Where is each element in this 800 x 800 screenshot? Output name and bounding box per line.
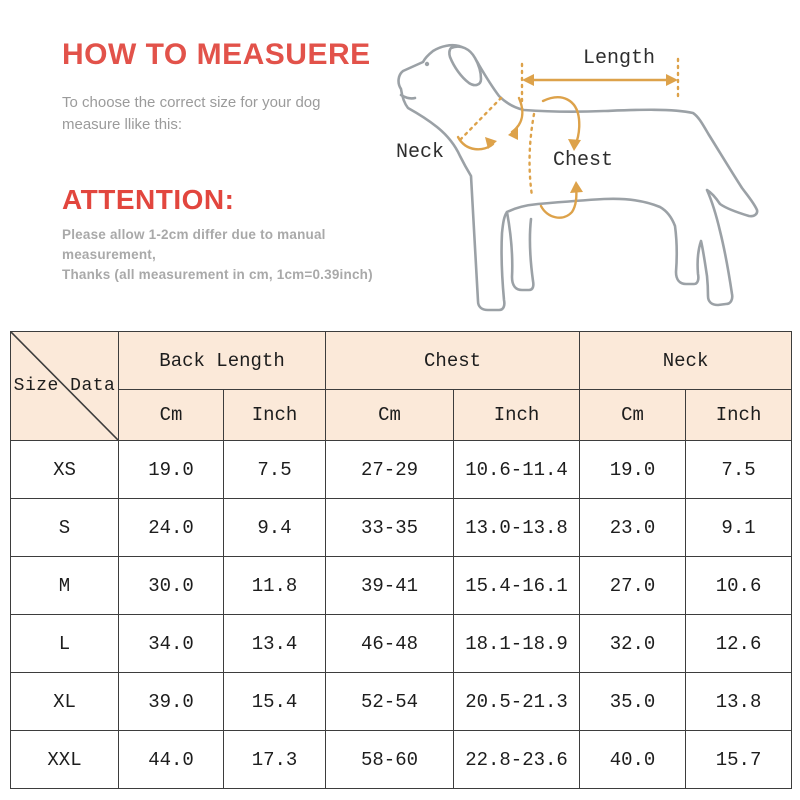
back-inch-value: 17.3: [224, 731, 326, 789]
table-row-s: [11, 499, 792, 557]
neck-cm-value: 23.0: [580, 499, 686, 557]
chest-cm-value: 46-48: [326, 615, 454, 673]
dog-eye: [425, 62, 429, 66]
size-table-section: [10, 331, 792, 789]
back-cm-value: 39.0: [119, 673, 224, 731]
chest-cm-value: 33-35: [326, 499, 454, 557]
size-label: M: [11, 557, 119, 615]
chest-inch-value: 20.5-21.3: [454, 673, 580, 731]
dog-outline-illustration: [399, 45, 758, 310]
table-row-l: [11, 615, 792, 673]
chest-cm-value: 52-54: [326, 673, 454, 731]
dog-far-front-leg: [507, 212, 533, 290]
size-label: XXL: [11, 731, 119, 789]
how-to-measure-subtitle: [62, 92, 392, 136]
chest-cm-value: 27-29: [326, 441, 454, 499]
unit-header-neck-inch: Inch: [686, 390, 792, 441]
dog-measurement-diagram: [370, 0, 800, 330]
group-header-neck: Neck: [580, 332, 792, 390]
neck-cm-value: 32.0: [580, 615, 686, 673]
subtitle-line-1: To choose the correct size for your dog: [62, 94, 321, 111]
unit-header-neck-cm: Cm: [580, 390, 686, 441]
neck-label: Neck: [395, 141, 445, 164]
how-to-measure-section: [62, 38, 392, 136]
attention-title: ATTENTION:: [62, 184, 235, 215]
chest-inch-value: 15.4-16.1: [454, 557, 580, 615]
chest-label: Chest: [552, 149, 614, 172]
table-row-xl: [11, 673, 792, 731]
back-cm-value: 19.0: [119, 441, 224, 499]
size-label: XL: [11, 673, 119, 731]
size-label: XS: [11, 441, 119, 499]
neck-cm-value: 19.0: [580, 441, 686, 499]
unit-header-back-inch: Inch: [224, 390, 326, 441]
size-label: S: [11, 499, 119, 557]
subtitle-line-2: measure llike this:: [62, 116, 183, 133]
corner-header-label: Size Data: [13, 376, 116, 396]
back-cm-value: 44.0: [119, 731, 224, 789]
back-cm-value: 34.0: [119, 615, 224, 673]
neck-cm-value: 27.0: [580, 557, 686, 615]
neck-inch-value: 12.6: [686, 615, 792, 673]
size-label: L: [11, 615, 119, 673]
neck-inch-value: 15.7: [686, 731, 792, 789]
table-row-xs: [11, 441, 792, 499]
length-arrowhead-left: [522, 74, 534, 86]
length-label: Length: [582, 47, 656, 70]
back-inch-value: 9.4: [224, 499, 326, 557]
back-inch-value: 11.8: [224, 557, 326, 615]
back-cm-value: 30.0: [119, 557, 224, 615]
chest-cm-value: 58-60: [326, 731, 454, 789]
neck-cm-value: 35.0: [580, 673, 686, 731]
length-arrowhead-right: [666, 74, 678, 86]
neck-inch-value: 7.5: [686, 441, 792, 499]
chest-inch-value: 10.6-11.4: [454, 441, 580, 499]
back-inch-value: 7.5: [224, 441, 326, 499]
chest-cm-value: 39-41: [326, 557, 454, 615]
back-cm-value: 24.0: [119, 499, 224, 557]
group-header-chest: Chest: [326, 332, 580, 390]
how-to-measure-title: HOW TO MEASUERE: [62, 38, 371, 71]
table-row-xxl: [11, 731, 792, 789]
dog-diagram-svg: [370, 0, 800, 330]
unit-header-chest-cm: Cm: [326, 390, 454, 441]
chest-inch-value: 13.0-13.8: [454, 499, 580, 557]
back-inch-value: 13.4: [224, 615, 326, 673]
attention-line-2: Thanks (all measurement in cm, 1cm=0.39inch): [62, 267, 373, 282]
attention-section: [62, 184, 422, 285]
dog-body-outline: [399, 45, 758, 310]
neck-inch-value: 13.8: [686, 673, 792, 731]
neck-inch-value: 10.6: [686, 557, 792, 615]
chest-inch-value: 22.8-23.6: [454, 731, 580, 789]
size-table: [10, 331, 792, 789]
attention-line-1: Please allow 1-2cm differ due to manual measurement,: [62, 227, 326, 262]
unit-header-chest-inch: Inch: [454, 390, 580, 441]
unit-header-back-cm: Cm: [119, 390, 224, 441]
chest-inch-value: 18.1-18.9: [454, 615, 580, 673]
group-header-back-length: Back Length: [119, 332, 326, 390]
table-row-m: [11, 557, 792, 615]
corner-header-cell: [11, 332, 119, 441]
attention-note: [62, 225, 422, 285]
back-inch-value: 15.4: [224, 673, 326, 731]
neck-inch-value: 9.1: [686, 499, 792, 557]
neck-cm-value: 40.0: [580, 731, 686, 789]
